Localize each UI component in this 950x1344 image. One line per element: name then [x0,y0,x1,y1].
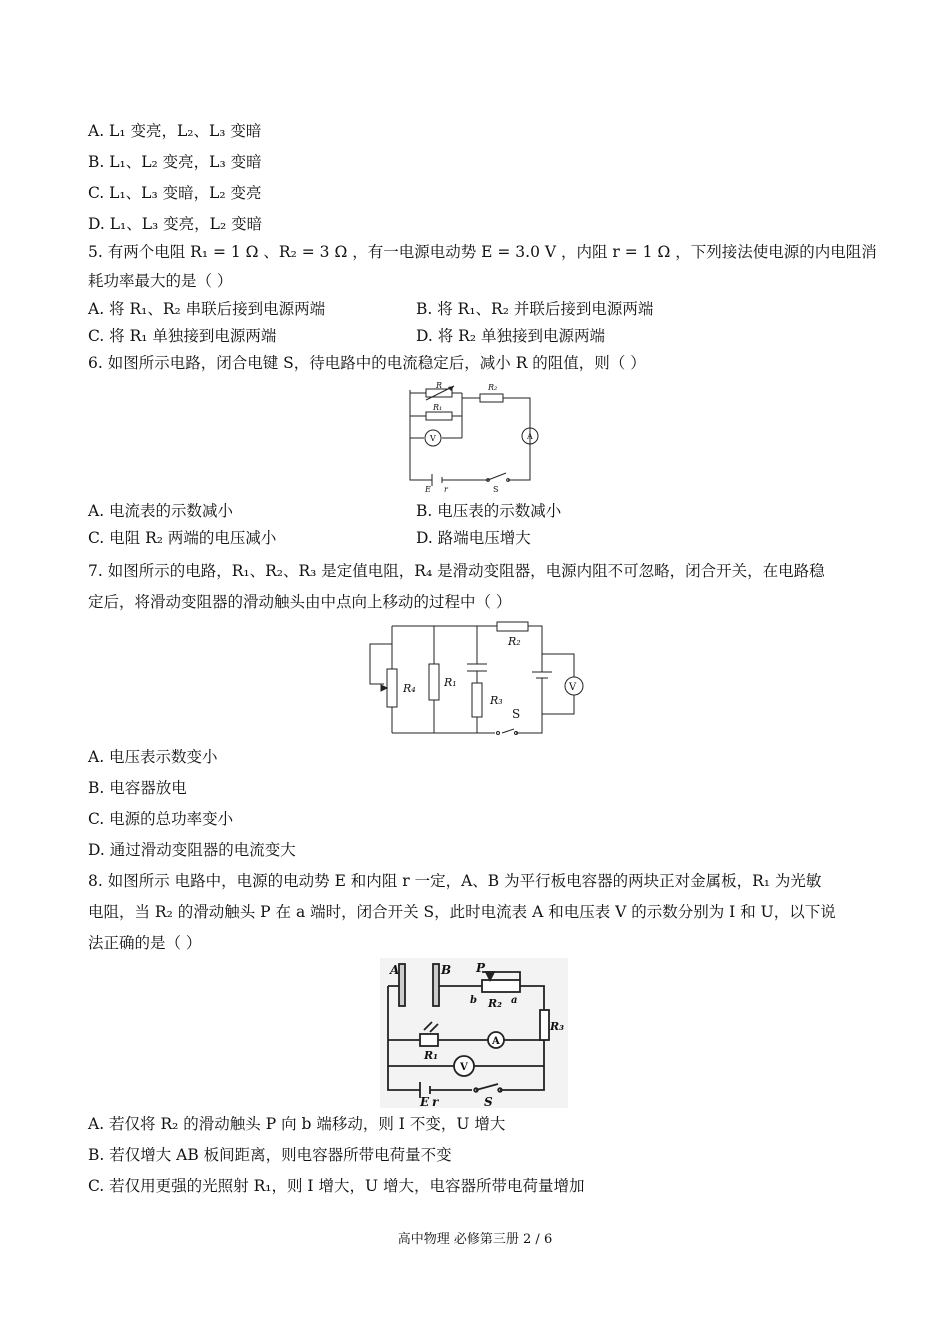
q6-option-a: A. 电流表的示数减小 [88,502,234,520]
q6-label-r: R [436,381,443,390]
q8-label-b-end: b [470,995,477,1006]
q6-label-r-internal: r [444,485,448,494]
q8-circuit-diagram [380,958,568,1108]
q7-label-r4: R₄ [403,682,416,695]
q6-stem: 6. 如图所示电路，闭合电键 S，待电路中的电流稳定后，减小 R 的阻值，则（ ） [88,354,646,372]
q5-stem-line1: 5. 有两个电阻 R₁ = 1 Ω 、R₂ = 3 Ω ，有一电源电动势 E = 3.0 V ，内阻 r = 1 Ω ，下列接法使电源的内电阻消 [88,243,877,261]
q8-option-c: C. 若仅用更强的光照射 R₁，则 I 增大，U 增大，电容器所带电荷量增加 [88,1177,585,1195]
q7-option-c: C. 电源的总功率变小 [88,810,234,828]
q7-label-r3: R₃ [490,694,503,707]
q8-plate-b-label: B [441,963,452,977]
q5-stem-line2: 耗功率最大的是（ ） [88,272,233,290]
q8-label-r1: R₁ [424,1049,438,1062]
q7-label-r1: R₁ [444,676,457,689]
q8-label-a-end: a [511,995,518,1006]
q7-label-s: S [512,707,521,721]
q8-label-p: P [476,961,486,975]
q6-label-e: E [425,485,431,494]
q5-option-a: A. 将 R₁、R₂ 串联后接到电源两端 [88,300,326,318]
q6-option-c: C. 电阻 R₂ 两端的电压减小 [88,529,277,547]
q8-option-a: A. 若仅将 R₂ 的滑动触头 P 向 b 端移动，则 I 不变，U 增大 [88,1115,506,1133]
q8-stem-line3: 法正确的是（ ） [88,934,202,952]
q6-circuit-diagram [398,378,550,496]
q8-label-s: S [484,1095,493,1108]
q5-option-d: D. 将 R₂ 单独接到电源两端 [416,327,605,345]
q7-stem-line1: 7. 如图所示的电路，R₁、R₂、R₃ 是定值电阻，R₄ 是滑动变阻器，电源内阻不可忽略，闭合开关，在电路稳 [88,562,825,580]
page-footer: 高中物理 必修第三册 2 / 6 [397,1232,553,1247]
q5-option-c: C. 将 R₁ 单独接到电源两端 [88,327,277,345]
q7-stem-line2: 定后，将滑动变阻器的滑动触头由中点向上移动的过程中（ ） [88,593,512,611]
q6-label-r1: R₁ [433,403,443,412]
q8-label-r3: R₃ [550,1020,564,1033]
q7-circuit-diagram [362,616,588,740]
q7-option-a: A. 电压表示数变小 [88,748,218,766]
q7-voltmeter-label: V [569,682,577,693]
q8-voltmeter-label: V [460,1062,468,1073]
q8-label-e: E [420,1095,430,1108]
q8-label-r2: R₂ [488,997,502,1010]
q8-stem-line2: 电阻，当 R₂ 的滑动触头 P 在 a 端时，闭合开关 S，此时电流表 A 和电压表 V 的示数分别为 I 和 U，以下说 [88,903,836,921]
q4-option-a: A. L₁ 变亮，L₂、L₃ 变暗 [88,122,262,140]
q5-option-b: B. 将 R₁、R₂ 并联后接到电源两端 [416,300,654,318]
q6-ammeter-label: A [527,432,533,441]
q7-label-r2: R₂ [508,635,521,648]
q8-label-r-internal: r [432,1095,439,1108]
q7-option-d: D. 通过滑动变阻器的电流变大 [88,841,296,859]
q8-ammeter-label: A [492,1036,500,1047]
q6-label-r2: R₂ [488,383,498,392]
q7-option-b: B. 电容器放电 [88,779,187,797]
q6-option-b: B. 电压表的示数减小 [416,502,562,520]
q4-option-b: B. L₁、L₂ 变亮，L₃ 变暗 [88,153,262,171]
q6-label-s: S [493,485,499,494]
q6-voltmeter-label: V [430,434,436,443]
q4-option-d: D. L₁、L₃ 变亮，L₂ 变暗 [88,215,263,233]
q6-option-d: D. 路端电压增大 [416,529,531,547]
q8-plate-a-label: A [390,963,400,977]
q4-option-c: C. L₁、L₃ 变暗，L₂ 变亮 [88,184,262,202]
q8-option-b: B. 若仅增大 AB 板间距离，则电容器所带电荷量不变 [88,1146,452,1164]
q8-stem-line1: 8. 如图所示 电路中，电源的电动势 E 和内阻 r 一定，A、B 为平行板电容器的两块正对金属板，R₁ 为光敏 [88,872,822,890]
